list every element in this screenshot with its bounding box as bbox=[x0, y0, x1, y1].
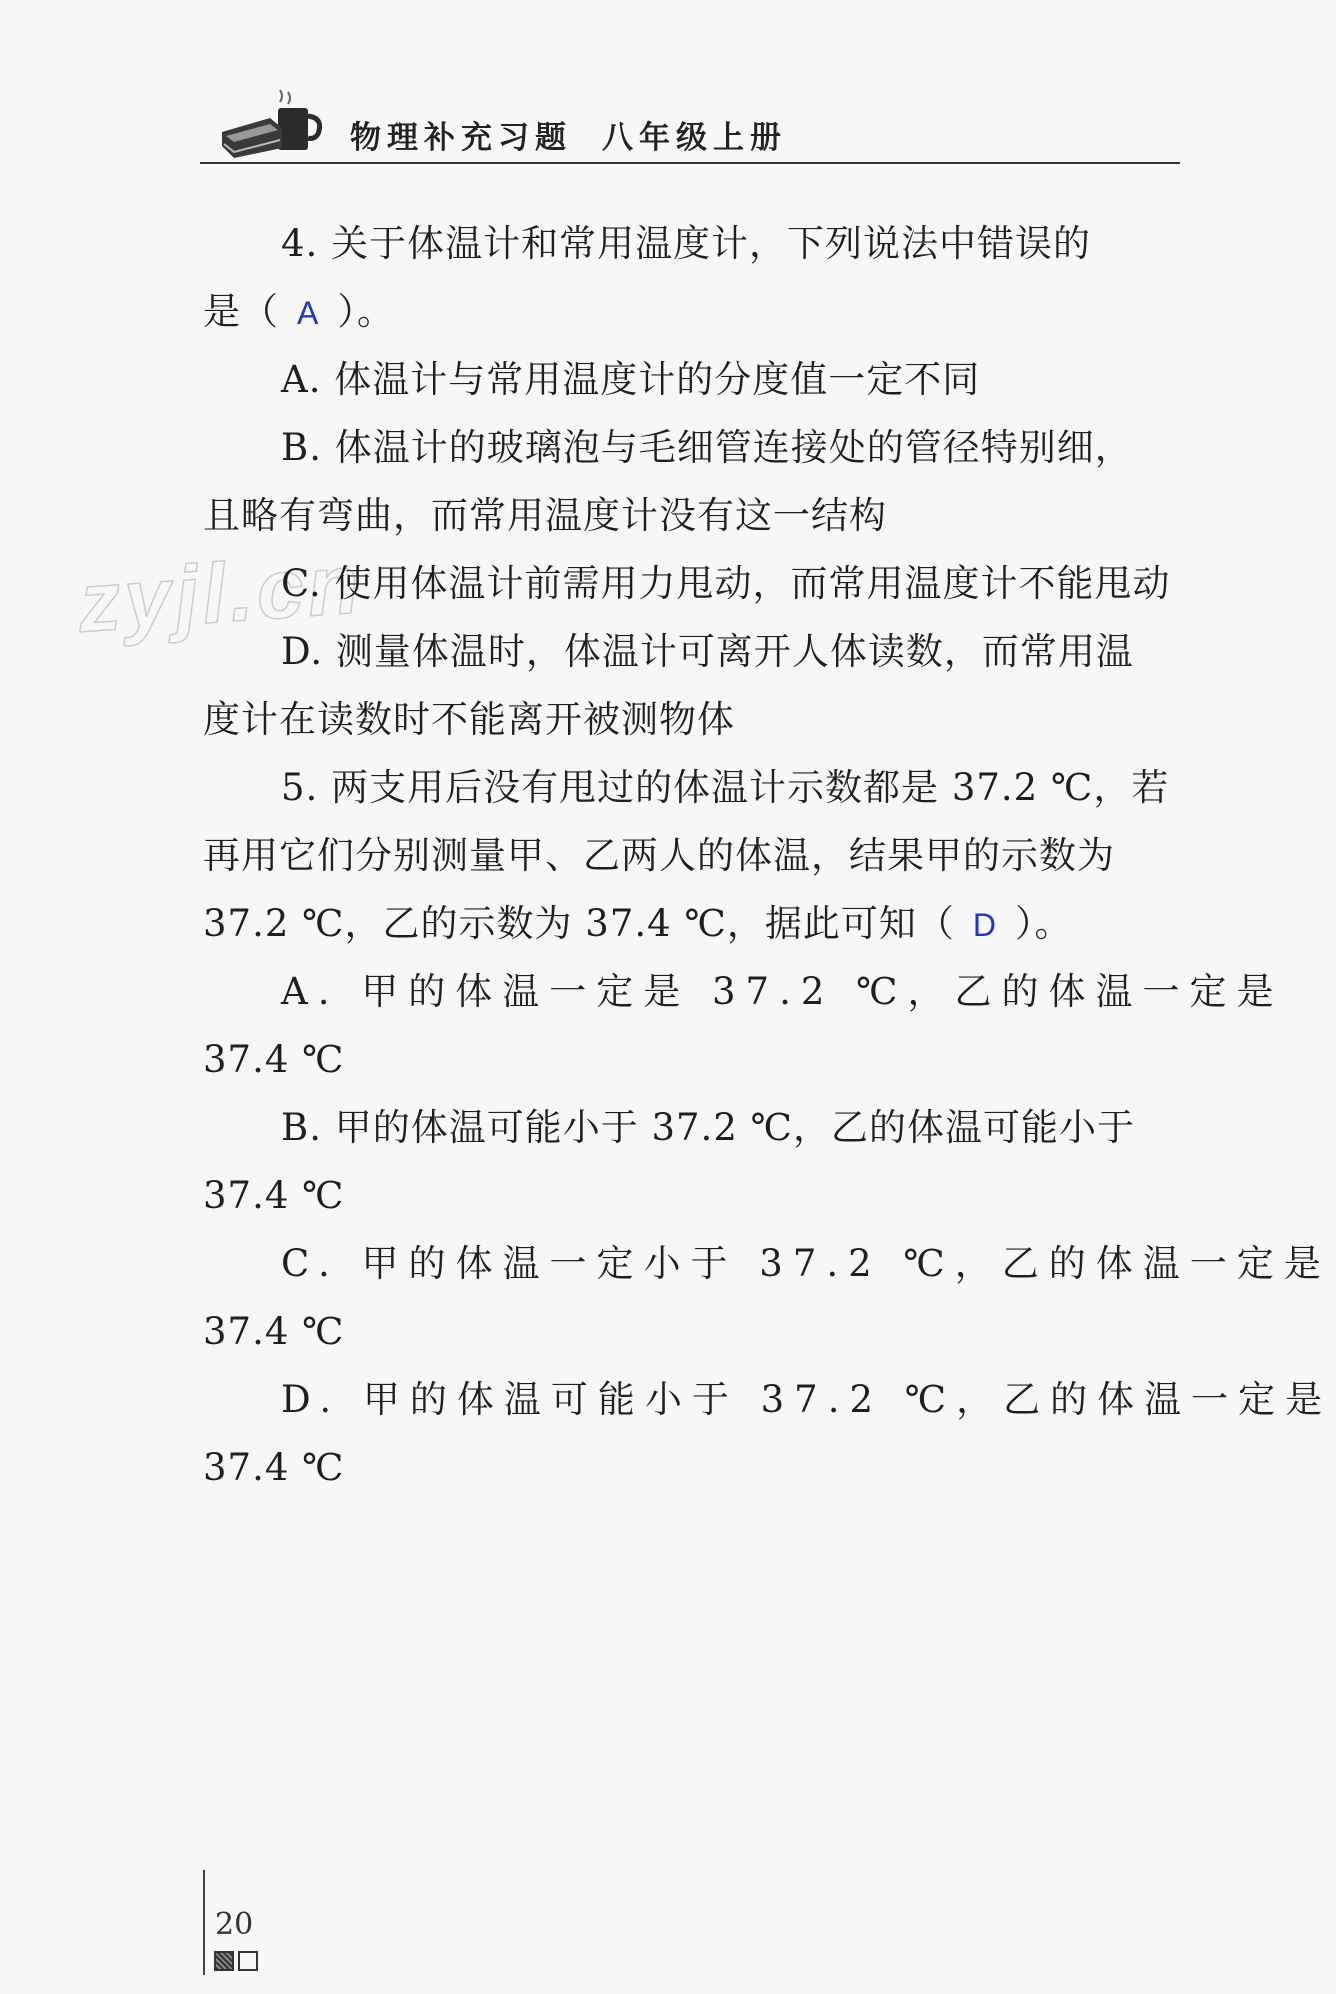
option-a-continued: 37.4 ℃ bbox=[203, 1038, 345, 1081]
option-d-continued: 37.4 ℃ bbox=[203, 1446, 345, 1489]
filled-square-icon bbox=[214, 1951, 234, 1971]
header-divider bbox=[200, 162, 1180, 164]
footer-divider bbox=[203, 1870, 205, 1975]
option-c: C. 使用体温计前需用力甩动，而常用温度计不能甩动 bbox=[281, 562, 1171, 605]
grade-label: 八年级上册 bbox=[602, 120, 787, 156]
header-title bbox=[350, 112, 787, 157]
page-number: 20 bbox=[215, 1907, 254, 1942]
option-c: C. 甲的体温一定小于 37.2 ℃，乙的体温一定是 bbox=[281, 1242, 1331, 1285]
answer-mark: D bbox=[972, 907, 997, 943]
watermark: zyjl.cn bbox=[75, 536, 366, 650]
option-c-continued: 37.4 ℃ bbox=[203, 1310, 345, 1353]
page-header bbox=[200, 70, 1180, 166]
option-b: B. 甲的体温可能小于 37.2 ℃，乙的体温可能小于 bbox=[281, 1106, 1136, 1149]
option-a: A. 甲的体温一定是 37.2 ℃，乙的体温一定是 bbox=[281, 970, 1284, 1013]
footer-marks bbox=[214, 1950, 262, 1971]
answer-mark: A bbox=[297, 295, 320, 331]
option-b-continued: 且略有弯曲，而常用温度计没有这一结构 bbox=[203, 494, 887, 537]
question-4 bbox=[203, 210, 1178, 754]
question-stem-line: 是（ A ）。 bbox=[203, 278, 1178, 346]
empty-square-icon bbox=[238, 1951, 258, 1971]
book-and-mug-icon bbox=[220, 88, 330, 162]
page-content bbox=[203, 210, 1333, 1502]
book-title: 物理补充习题 bbox=[350, 120, 572, 156]
question-stem-line: 5. 两支用后没有甩过的体温计示数都是 37.2 ℃，若 bbox=[281, 766, 1170, 809]
question-stem-line: 37.2 ℃，乙的示数为 37.4 ℃，据此可知（ D ）。 bbox=[203, 890, 1178, 958]
option-d: D. 甲的体温可能小于 37.2 ℃，乙的体温一定是 bbox=[281, 1378, 1333, 1421]
option-d-continued: 度计在读数时不能离开被测物体 bbox=[203, 698, 735, 741]
option-a: A. 体温计与常用温度计的分度值一定不同 bbox=[281, 358, 981, 401]
option-b: B. 体温计的玻璃泡与毛细管连接处的管径特别细， bbox=[281, 426, 1133, 469]
option-d: D. 测量体温时，体温计可离开人体读数，而常用温 bbox=[281, 630, 1134, 673]
option-b-continued: 37.4 ℃ bbox=[203, 1174, 345, 1217]
question-5 bbox=[203, 754, 1333, 1502]
question-stem-line: 再用它们分别测量甲、乙两人的体温，结果甲的示数为 bbox=[203, 834, 1115, 877]
question-stem-line: 4. 关于体温计和常用温度计，下列说法中错误的 bbox=[281, 222, 1092, 265]
